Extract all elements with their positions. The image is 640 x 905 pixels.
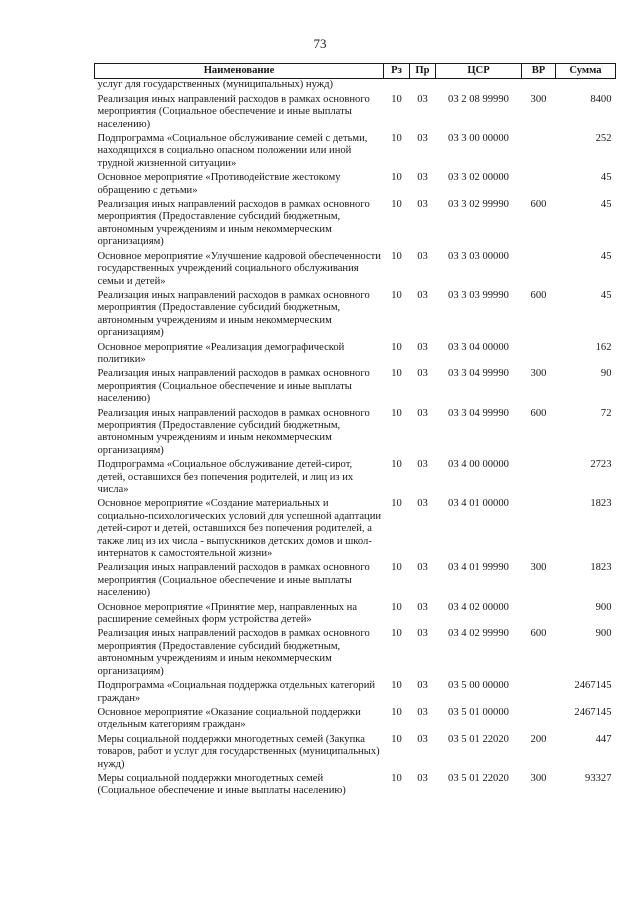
cell-pr: 03 <box>417 199 428 211</box>
cell-csr: 03 3 04 99990 <box>448 407 509 419</box>
cell-rz <box>384 79 410 94</box>
table-row <box>95 628 616 680</box>
cell-sum: 2467145 <box>574 706 612 718</box>
cell-csr: 03 4 01 99990 <box>448 562 509 574</box>
cell-vr <box>522 498 556 562</box>
cell-sum: 1823 <box>590 498 612 510</box>
header-name: Наименование <box>95 64 384 79</box>
cell-pr: 03 <box>417 341 428 353</box>
table-row <box>95 408 616 460</box>
cell-vr <box>522 133 556 172</box>
cell-csr: 03 3 02 99990 <box>448 199 509 211</box>
cell-csr: 03 5 01 22020 <box>448 772 509 784</box>
cell-name: Основное мероприятие «Создание материальных и социально-психологических условий для успешной адаптации детей-сирот и детей, оставшихся без попечения родителей, а также лиц из их числа - выпускников детских домов и школ-интернатов к самостоятельной жизни» <box>97 498 382 560</box>
cell-pr: 03 <box>417 93 428 105</box>
cell-csr: 03 5 01 22020 <box>448 733 509 745</box>
cell-rz: 10 <box>391 93 402 105</box>
cell-name: Реализация иных направлений расходов в рамках основного мероприятия (Предоставление субсидий бюджетным, автономным учреждениям и иным некоммерческим организациям) <box>97 289 370 339</box>
cell-pr: 03 <box>417 133 428 145</box>
cell-csr: 03 3 04 00000 <box>448 341 509 353</box>
cell-sum: 45 <box>600 199 612 211</box>
cell-rz: 10 <box>391 459 402 471</box>
cell-pr: 03 <box>417 172 428 184</box>
cell-vr: 600 <box>530 628 547 640</box>
cell-pr: 03 <box>417 680 428 692</box>
cell-csr: 03 3 03 00000 <box>448 250 509 262</box>
cell-vr: 200 <box>530 733 547 745</box>
budget-table <box>94 63 616 800</box>
cell-vr: 600 <box>530 407 547 419</box>
cell-name: Подпрограмма «Социальная поддержка отдельных категорий граждан» <box>97 680 376 704</box>
table-row <box>95 602 616 629</box>
cell-name: Меры социальной поддержки многодетных семей (Социальное обеспечение и иные выплаты населению) <box>97 772 346 797</box>
cell-csr: 03 3 00 00000 <box>448 133 509 145</box>
cell-csr: 03 3 03 99990 <box>448 289 509 301</box>
table-header <box>95 64 616 79</box>
cell-sum: 2467145 <box>574 680 612 692</box>
cell-name: Основное мероприятие «Улучшение кадровой обеспеченности государственных учреждений социального обслуживания семьи и детей» <box>97 250 381 287</box>
header-sum: Сумма <box>556 64 616 79</box>
cell-vr: 300 <box>530 562 547 574</box>
cell-vr <box>522 79 556 94</box>
table-row <box>95 498 616 562</box>
page-number: 73 <box>313 36 327 51</box>
table-row <box>95 133 616 172</box>
cell-pr: 03 <box>417 289 428 301</box>
cell-pr: 03 <box>417 459 428 471</box>
cell-name: Реализация иных направлений расходов в рамках основного мероприятия (Социальное обеспечение и иные выплаты населению) <box>97 368 370 405</box>
cell-csr: 03 5 01 00000 <box>448 706 509 718</box>
cell-pr: 03 <box>417 628 428 640</box>
cell-rz: 10 <box>391 706 402 718</box>
cell-vr: 300 <box>530 93 547 105</box>
table-row <box>95 459 616 498</box>
cell-name: Подпрограмма «Социальное обслуживание детей-сирот, детей, оставшихся без попечения родителей, и лиц из их числа» <box>97 459 354 495</box>
cell-sum: 93327 <box>585 772 612 784</box>
cell-rz: 10 <box>391 407 402 419</box>
cell-name: Основное мероприятие «Реализация демографической политики» <box>97 341 345 365</box>
table-row <box>95 773 616 800</box>
table-row <box>95 680 616 707</box>
header-vr: ВР <box>522 64 556 79</box>
cell-csr: 03 3 04 99990 <box>448 368 509 380</box>
cell-name: Реализация иных направлений расходов в рамках основного мероприятия (Предоставление субсидий бюджетным, автономным учреждениям и иным некоммерческим организациям) <box>97 628 370 677</box>
table-row <box>95 734 616 773</box>
cell-sum: 900 <box>595 628 612 640</box>
cell-name: Подпрограмма «Социальное обслуживание семей с детьми, находящихся в социально опасном положении или иной трудной жизненной ситуации» <box>97 133 368 169</box>
cell-sum: 1823 <box>590 562 612 574</box>
cell-sum: 2723 <box>590 459 612 471</box>
cell-pr: 03 <box>417 772 428 784</box>
cell-csr: 03 4 02 00000 <box>448 601 509 613</box>
table-row <box>95 290 616 342</box>
cell-pr: 03 <box>417 706 428 718</box>
cell-rz: 10 <box>391 250 402 262</box>
cell-csr: 03 4 01 00000 <box>448 498 509 510</box>
cell-sum: 162 <box>595 341 612 353</box>
cell-rz: 10 <box>391 733 402 745</box>
cell-sum: 90 <box>600 368 612 380</box>
cell-csr <box>436 79 522 94</box>
cell-vr <box>522 602 556 629</box>
cell-csr: 03 2 08 99990 <box>448 93 509 105</box>
cell-vr: 300 <box>530 368 547 380</box>
cell-pr: 03 <box>417 407 428 419</box>
cell-rz: 10 <box>391 172 402 184</box>
cell-sum: 45 <box>600 250 612 262</box>
table-row <box>95 199 616 251</box>
cell-pr: 03 <box>417 250 428 262</box>
cell-rz: 10 <box>391 498 402 510</box>
header-csr: ЦСР <box>436 64 522 79</box>
cell-rz: 10 <box>391 772 402 784</box>
cell-vr: 300 <box>530 772 547 784</box>
table-row <box>95 79 616 94</box>
cell-sum <box>556 79 616 94</box>
cell-csr: 03 5 00 00000 <box>448 680 509 692</box>
cell-rz: 10 <box>391 199 402 211</box>
cell-csr: 03 4 00 00000 <box>448 459 509 471</box>
cell-sum: 45 <box>600 289 612 301</box>
cell-vr <box>522 251 556 290</box>
cell-pr: 03 <box>417 368 428 380</box>
cell-name: Реализация иных направлений расходов в рамках основного мероприятия (Социальное обеспечение и иные выплаты населению) <box>97 93 370 130</box>
cell-name: Реализация иных направлений расходов в рамках основного мероприятия (Социальное обеспечение и иные выплаты населению) <box>97 562 370 599</box>
header-rz: Рз <box>384 64 410 79</box>
cell-name: Основное мероприятие «Оказание социальной поддержки отдельным категориям граждан» <box>97 706 361 731</box>
cell-csr: 03 3 02 00000 <box>448 172 509 184</box>
cell-vr: 600 <box>530 199 547 211</box>
header-pr: Пр <box>410 64 436 79</box>
cell-vr <box>522 707 556 734</box>
cell-sum: 447 <box>595 733 612 745</box>
table-row <box>95 172 616 199</box>
cell-sum: 900 <box>595 601 612 613</box>
cell-rz: 10 <box>391 368 402 380</box>
table-row <box>95 368 616 407</box>
cell-name: Реализация иных направлений расходов в рамках основного мероприятия (Предоставление субсидий бюджетным, автономным учреждениям и иным некоммерческим организациям) <box>97 199 370 248</box>
cell-pr: 03 <box>417 498 428 510</box>
cell-pr: 03 <box>417 733 428 745</box>
table-row <box>95 251 616 290</box>
cell-vr: 600 <box>530 289 547 301</box>
table-row <box>95 94 616 133</box>
table-row <box>95 707 616 734</box>
cell-rz: 10 <box>391 628 402 640</box>
cell-vr <box>522 172 556 199</box>
cell-sum: 72 <box>600 407 612 419</box>
cell-pr: 03 <box>417 562 428 574</box>
cell-rz: 10 <box>391 680 402 692</box>
cell-vr <box>522 680 556 707</box>
cell-name: Основное мероприятие «Принятие мер, направленных на расширение семейных форм устройства детей» <box>97 601 358 626</box>
table-row <box>95 562 616 601</box>
cell-rz: 10 <box>391 341 402 353</box>
cell-name: услуг для государственных (муниципальных) нужд) <box>97 79 333 91</box>
cell-pr: 03 <box>417 601 428 613</box>
cell-csr: 03 4 02 99990 <box>448 628 509 640</box>
cell-rz: 10 <box>391 562 402 574</box>
cell-rz: 10 <box>391 133 402 145</box>
cell-sum: 252 <box>595 133 612 145</box>
cell-pr <box>410 79 436 94</box>
cell-sum: 45 <box>600 172 612 184</box>
cell-name: Основное мероприятие «Противодействие жестокому обращению с детьми» <box>97 172 341 196</box>
table-body <box>95 79 616 800</box>
cell-rz: 10 <box>391 601 402 613</box>
cell-vr <box>522 459 556 498</box>
cell-vr <box>522 342 556 369</box>
cell-name: Реализация иных направлений расходов в рамках основного мероприятия (Предоставление субсидий бюджетным, автономным учреждениям и иным некоммерческим организациям) <box>97 407 370 456</box>
cell-rz: 10 <box>391 289 402 301</box>
table-row <box>95 342 616 369</box>
cell-name: Меры социальной поддержки многодетных семей (Закупка товаров, работ и услуг для государственных (муниципальных) нужд) <box>97 733 380 770</box>
cell-sum: 8400 <box>590 93 612 105</box>
